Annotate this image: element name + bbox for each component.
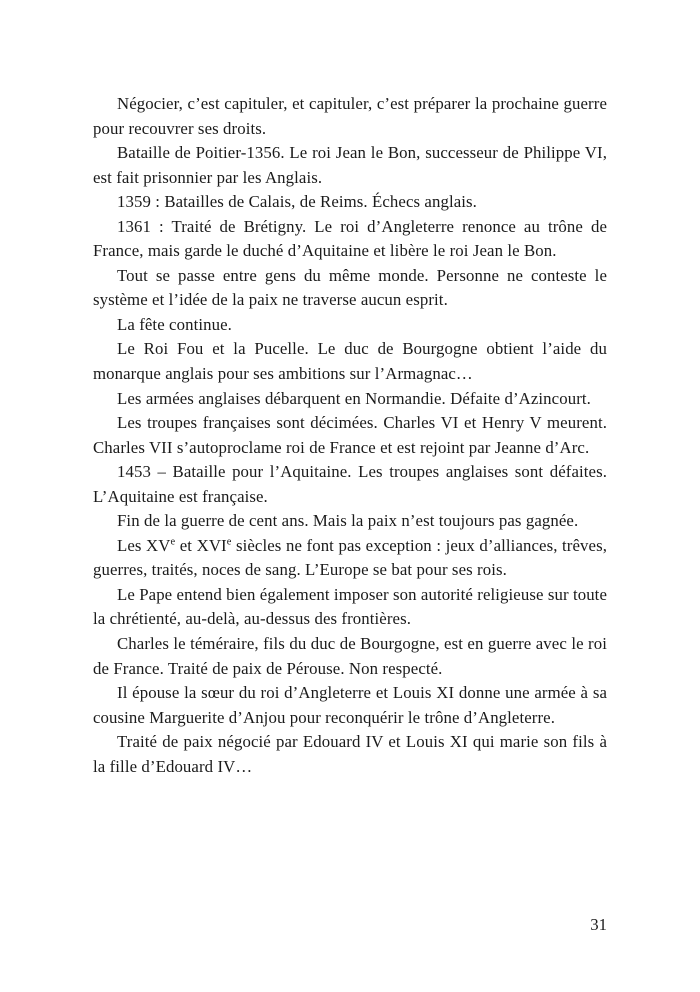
paragraph: Il épouse la sœur du roi d’Angleterre et Louis XI donne une armée à sa cousine Marguerite d’Anjou pour reconquérir le trône d’Angleterre. <box>93 683 607 727</box>
paragraph: Les armées anglaises débarquent en Normandie. Défaite d’Azincourt. <box>117 388 591 408</box>
paragraph: Les XVe et XVIe siècles ne font pas exception : jeux d’alliances, trêves, guerres, traités, noces de sang. L’Europe se bat pour ses rois. <box>93 535 607 580</box>
paragraph: Fin de la guerre de cent ans. Mais la paix n’est toujours pas gagnée. <box>117 511 579 531</box>
paragraph: 1359 : Batailles de Calais, de Reims. Échecs anglais. <box>117 192 477 212</box>
paragraph: Charles le téméraire, fils du duc de Bourgogne, est en guerre avec le roi de France. Traité de paix de Pérouse. Non respecté. <box>93 634 607 678</box>
body-text <box>93 92 607 779</box>
paragraph: Négocier, c’est capituler, et capituler, c’est préparer la prochaine guerre pour recouvrer ses droits. <box>93 94 607 138</box>
superscript-text: e <box>170 536 176 548</box>
paragraph: Bataille de Poitier-1356. Le roi Jean le Bon, successeur de Philippe VI, est fait prisonnier par les Anglais. <box>93 143 607 187</box>
paragraph: Les troupes françaises sont décimées. Charles VI et Henry V meurent. Charles VII s’autoproclame roi de France et est rejoint par Jeanne d’Arc. <box>93 413 607 457</box>
paragraph: 1453 – Bataille pour l’Aquitaine. Les troupes anglaises sont défaites. L’Aquitaine est française. <box>93 462 607 506</box>
paragraph: Le Pape entend bien également imposer son autorité religieuse sur toute la chrétienté, au-delà, au-dessus des frontières. <box>93 584 607 629</box>
paragraph: La fête continue. <box>117 314 232 334</box>
paragraph: 1361 : Traité de Brétigny. Le roi d’Angleterre renonce au trône de France, mais garde le duché d’Aquitaine et libère le roi Jean le Bon. <box>93 216 607 261</box>
paragraph: Traité de paix négocié par Edouard IV et Louis XI qui marie son fils à la fille d’Edouard IV… <box>93 732 607 776</box>
page-number: 31 <box>590 915 607 934</box>
paragraph: Le Roi Fou et la Pucelle. Le duc de Bourgogne obtient l’aide du monarque anglais pour ses ambitions sur l’Armagnac… <box>93 339 607 384</box>
superscript-text: e <box>226 536 232 548</box>
paragraph: Tout se passe entre gens du même monde. Personne ne conteste le système et l’idée de la paix ne traverse aucun esprit. <box>93 265 607 310</box>
